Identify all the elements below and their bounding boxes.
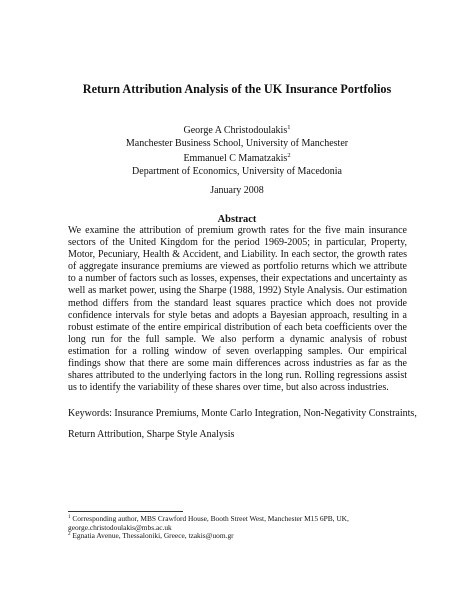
author-name: Emmanuel C Mamatzakis (183, 153, 288, 164)
abstract-heading: Abstract (217, 214, 257, 225)
footnote-1-line-2: george.christodoulakis@mbs.ac.uk (68, 522, 172, 532)
footnote-mark: 2 (68, 532, 71, 538)
footnote-2 (68, 532, 407, 541)
keywords (68, 408, 417, 441)
footnote-rule (68, 511, 183, 512)
author-block-1 (0, 125, 474, 150)
footnote-mark: 2 (287, 152, 291, 159)
keywords-line-1: Keywords: Insurance Premiums, Monte Carlo Integration, Non-Negativity Constraints, (68, 408, 417, 419)
author-block-2 (0, 153, 474, 178)
footnote-text: Corresponding author, MBS Crawford House, Booth Street West, Manchester M15 6PB, UK, (72, 514, 349, 523)
author-affiliation: Manchester Business School, University of Manchester (125, 137, 349, 149)
paper-date: January 2008 (210, 185, 264, 196)
author-affiliation: Department of Economics, University of Macedonia (132, 165, 342, 177)
keywords-line-2: Return Attribution, Sharpe Style Analysis (68, 429, 235, 440)
footnote-text: Egnatia Avenue, Thessaloniki, Greece, tzakis@uom.gr (72, 531, 234, 541)
author-name: George A Christodoulakis (183, 125, 288, 136)
paper-title: Return Attribution Analysis of the UK Insurance Portfolios (82, 82, 392, 96)
footnote-mark: 1 (68, 515, 71, 520)
footnote-mark: 1 (287, 124, 291, 131)
abstract-text: We examine the attribution of premium growth rates for the five main insurance sectors of the United Kingdom for the period 1969-2005; in particular, Property, Motor, Pecuniary, Health & Accident, and Liability. In each sector, the growth rates of aggregate insurance premiums are viewed as portfolio returns which we attribute to a number of factors such as losses, expenses, their expectations and uncertainty as well as market power, using the Sharpe (1988, 1992) Style Analysis. Our estimation method differs from the standard least squares practice which does not provide confidence intervals for style betas and adopts a Bayesian approach, resulting in a robust estimate of the entire empirical distribution of each beta coefficients over the long run for the full sample. We also perform a dynamic analysis of robust estimation for a rolling window of seven overlapping samples. Our empirical findings show that there are some main differences across industries as far as the shares attributed to the underlying factors in the long run. Rolling regressions assist us to identify the variability of these shares over time, but also across industries. (68, 225, 407, 394)
footnotes (68, 515, 407, 541)
